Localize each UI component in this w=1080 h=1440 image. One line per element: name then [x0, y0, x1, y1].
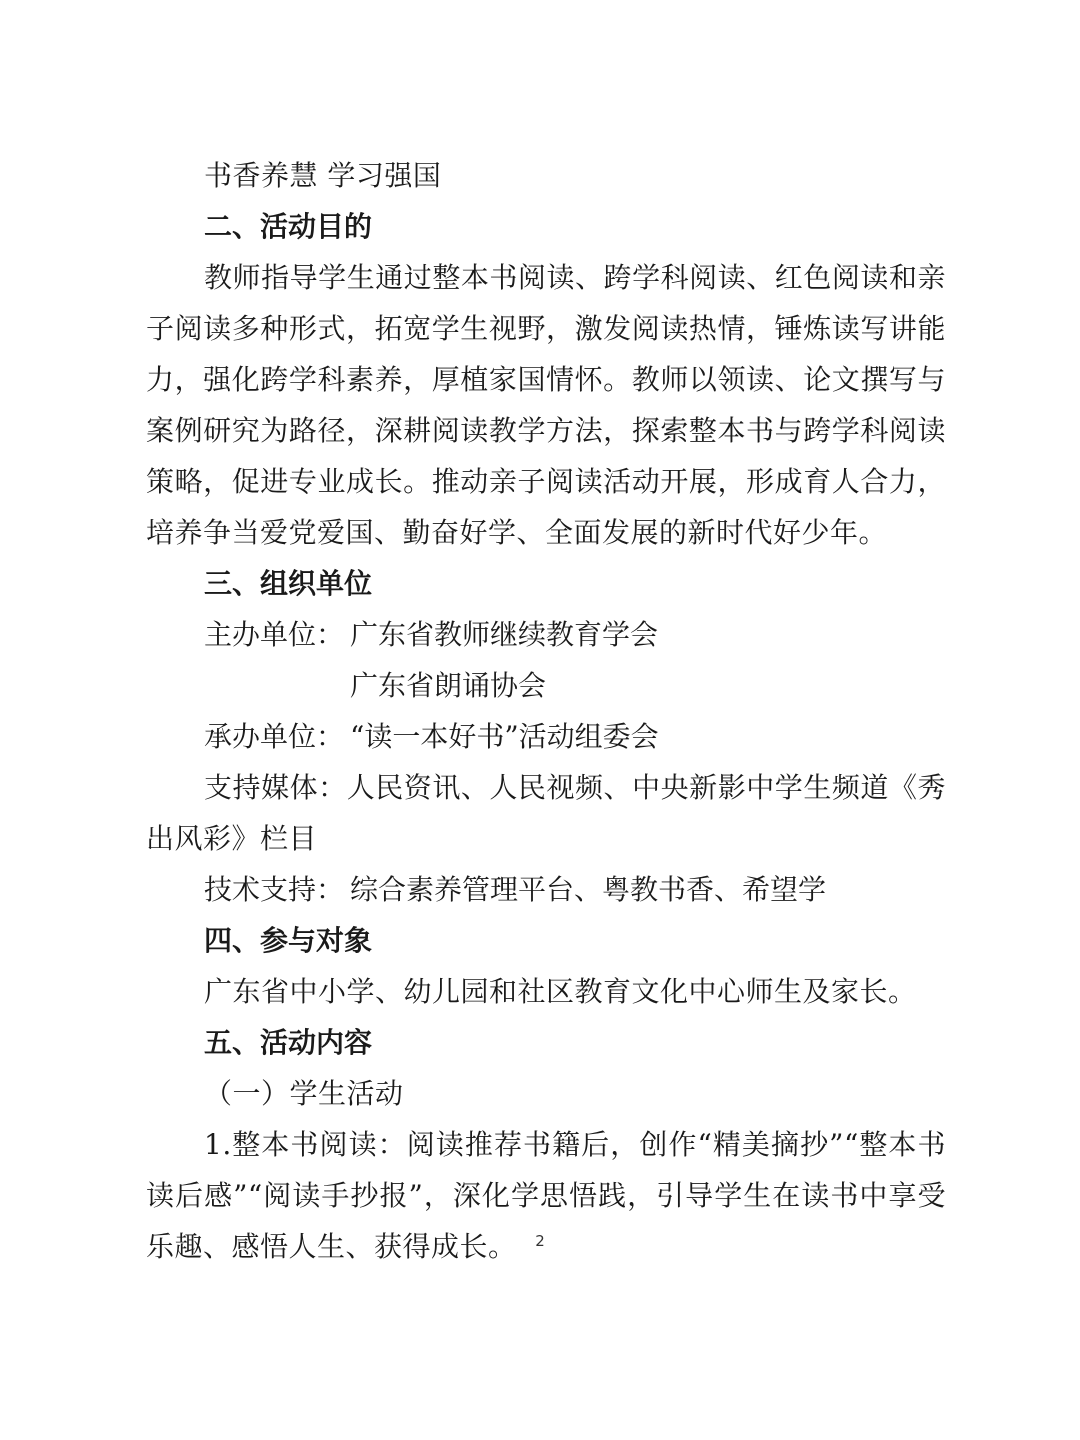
page-number: 2 [535, 1232, 545, 1250]
slogan: 书香养慧 学习强国 [204, 159, 442, 192]
tech-row [146, 864, 946, 915]
document-page [146, 150, 946, 1272]
section-heading-organizers: 三、组织单位 [204, 567, 373, 600]
section-heading-content: 五、活动内容 [204, 1026, 373, 1059]
tech-value: 综合素养管理平台、粤教书香、希望学 [350, 873, 827, 906]
host-label: 主办单位： [204, 618, 345, 651]
subsection-student-activities: （一）学生活动 [204, 1077, 404, 1110]
section-heading-participants: 四、参与对象 [204, 924, 373, 957]
purpose-paragraph: 教师指导学生通过整本书阅读、跨学科阅读、红色阅读和亲子阅读多种形式，拓宽学生视野，激发阅读热情，锤炼读写讲能力，强化跨学科素养，厚植家国情怀。教师以领读、论文撰写与案例研究为路径，深耕阅读教学方法，探索整本书与跨学科阅读策略，促进专业成长。推动亲子阅读活动开展，形成育人合力，培养争当爱党爱国、勤奋好学、全面发展的新时代好少年。 [146, 261, 946, 549]
host-value-2: 广东省朗诵协会 [350, 669, 547, 702]
tech-label: 技术支持： [204, 873, 345, 906]
organizer-label: 承办单位： [204, 720, 345, 753]
media-paragraph: 支持媒体：人民资讯、人民视频、中央新影中学生频道《秀出风彩》栏目 [146, 771, 946, 855]
organizer-row [146, 711, 946, 762]
participants-paragraph: 广东省中小学、幼儿园和社区教育文化中心师生及家长。 [204, 975, 917, 1008]
item-whole-book-reading: 1.整本书阅读：阅读推荐书籍后，创作“精美摘抄”“整本书读后感”“阅读手抄报”，深化学思悟践，引导学生在读书中享受乐趣、感悟人生、获得成长。 [146, 1128, 946, 1263]
host-value-1: 广东省教师继续教育学会 [350, 618, 659, 651]
organizer-value: “读一本好书”活动组委会 [350, 720, 659, 753]
host-row [146, 609, 946, 660]
section-heading-purpose: 二、活动目的 [204, 210, 373, 243]
